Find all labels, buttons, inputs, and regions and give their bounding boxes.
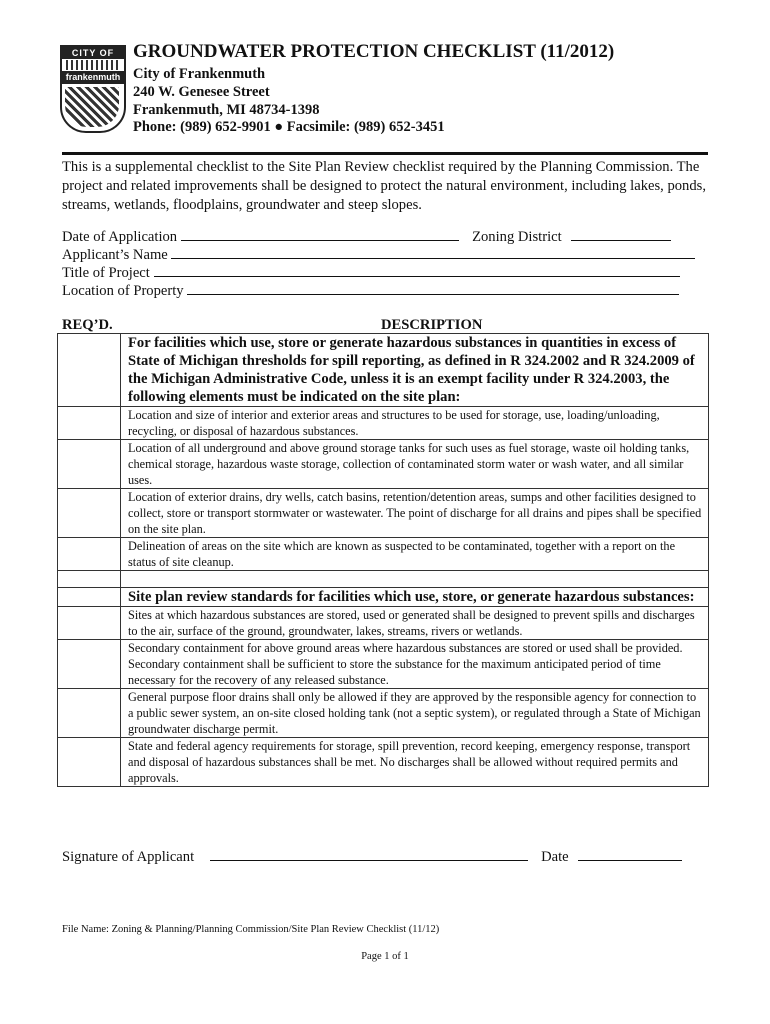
section2-heading: Site plan review standards for facilities which use, store, or generate hazardous substances: bbox=[121, 588, 709, 607]
location-of-property-field[interactable] bbox=[187, 282, 679, 295]
signature-date-field[interactable] bbox=[578, 848, 682, 861]
reqd-cell[interactable] bbox=[58, 407, 121, 440]
checklist-item: Location and size of interior and exterior areas and structures to be used for storage, use, loading/unloading, recycling, or disposal of hazardous substances. bbox=[121, 407, 709, 440]
page-number: Page 1 of 1 bbox=[361, 951, 409, 962]
table-row bbox=[58, 538, 709, 571]
signature-date-label: Date bbox=[541, 849, 569, 865]
date-of-application-field[interactable] bbox=[181, 228, 459, 241]
checklist-item: Sites at which hazardous substances are stored, used or generated shall be designed to prevent spills and discharges to the air, surface of the ground, groundwater, lakes, streams, rivers or wetlands. bbox=[121, 607, 709, 640]
zoning-district-label: Zoning District bbox=[472, 229, 562, 245]
checklist-item: Location of exterior drains, dry wells, catch basins, retention/detention areas, sumps and other facilities designed to collect, store or transport stormwater or wastewater. The point of discharge for all drains and pipes shall be specified on the site plan. bbox=[121, 489, 709, 538]
table-row bbox=[58, 440, 709, 489]
city-seal-logo bbox=[60, 45, 126, 133]
zoning-district-field[interactable] bbox=[571, 228, 671, 241]
table-row bbox=[58, 689, 709, 738]
table-row bbox=[58, 738, 709, 787]
reqd-cell[interactable] bbox=[58, 588, 121, 607]
checklist-table bbox=[57, 333, 709, 787]
checklist-item: General purpose floor drains shall only be allowed if they are approved by the responsible agency for connection to a public sewer system, an on-site closed holding tank (not a septic system), or regulated through a State of Michigan groundwater discharge permit. bbox=[121, 689, 709, 738]
table-row bbox=[58, 640, 709, 689]
org-street: 240 W. Genesee Street bbox=[133, 84, 270, 100]
description-column-header: DESCRIPTION bbox=[381, 317, 483, 333]
signature-label: Signature of Applicant bbox=[62, 849, 195, 865]
table-row bbox=[58, 407, 709, 440]
header-divider bbox=[62, 152, 708, 155]
signature-field[interactable] bbox=[210, 848, 528, 861]
reqd-cell[interactable] bbox=[58, 689, 121, 738]
applicants-name-row bbox=[62, 246, 695, 264]
table-row bbox=[58, 588, 709, 607]
title-of-project-row bbox=[62, 264, 680, 282]
table-row bbox=[58, 334, 709, 407]
title-of-project-label: Title of Project bbox=[62, 265, 150, 281]
reqd-cell[interactable] bbox=[58, 334, 121, 407]
org-phone: Phone: (989) 652-9901 ● Facsimile: (989) 652-3451 bbox=[133, 119, 445, 135]
date-of-application-row bbox=[62, 228, 671, 246]
applicants-name-label: Applicant’s Name bbox=[62, 247, 168, 263]
title-of-project-field[interactable] bbox=[154, 264, 680, 277]
logo-roof-pattern bbox=[66, 60, 118, 70]
checklist-item: State and federal agency requirements for storage, spill prevention, record keeping, emergency response, transport and disposal of hazardous substances shall be met. No discharges shall be allowed without required permits and approvals. bbox=[121, 738, 709, 787]
reqd-cell[interactable] bbox=[58, 607, 121, 640]
checklist-item: Location of all underground and above ground storage tanks for such uses as fuel storage, waste oil holding tanks, chemical storage, hazardous waste storage, collection of contaminated storm water or wash water, and all similar uses. bbox=[121, 440, 709, 489]
logo-name-text: frankenmuth bbox=[62, 71, 124, 84]
location-of-property-label: Location of Property bbox=[62, 283, 184, 299]
logo-top-text: CITY OF bbox=[62, 47, 124, 59]
reqd-cell[interactable] bbox=[58, 440, 121, 489]
blank-cell bbox=[121, 571, 709, 588]
logo-shield-pattern bbox=[65, 87, 119, 127]
reqd-cell bbox=[58, 571, 121, 588]
reqd-cell[interactable] bbox=[58, 489, 121, 538]
checklist-item: Delineation of areas on the site which are known as suspected to be contaminated, together with a report on the status of site cleanup. bbox=[121, 538, 709, 571]
reqd-cell[interactable] bbox=[58, 538, 121, 571]
reqd-column-header: REQ’D. bbox=[62, 317, 113, 333]
document-title: GROUNDWATER PROTECTION CHECKLIST (11/2012) bbox=[133, 41, 615, 62]
org-name: City of Frankenmuth bbox=[133, 66, 266, 82]
intro-paragraph: This is a supplemental checklist to the Site Plan Review checklist required by the Planning Commission. The project and related improvements shall be designed to protect the natural environment, including lakes, ponds, streams, wetlands, floodplains, groundwater and steep slopes. bbox=[62, 159, 706, 213]
reqd-cell[interactable] bbox=[58, 640, 121, 689]
date-of-application-label: Date of Application bbox=[62, 229, 178, 245]
section1-heading: For facilities which use, store or generate hazardous substances in quantities in excess of State of Michigan thresholds for spill reporting, as defined in R 324.2002 and R 324.2009 of the Michigan Administrative Code, unless it is an exempt facility under R 324.2003, the following elements must be indicated on the site plan: bbox=[121, 334, 709, 407]
checklist-item: Secondary containment for above ground areas where hazardous substances are stored or used shall be provided. Secondary containment shall be sufficient to store the substance for the maximum anticipated period of time necessary for the recovery of any released substance. bbox=[121, 640, 709, 689]
applicants-name-field[interactable] bbox=[171, 246, 695, 259]
file-name-footer: File Name: Zoning & Planning/Planning Commission/Site Plan Review Checklist (11/12) bbox=[62, 924, 440, 935]
reqd-cell[interactable] bbox=[58, 738, 121, 787]
signature-row bbox=[62, 848, 682, 866]
table-row bbox=[58, 607, 709, 640]
table-row-blank bbox=[58, 571, 709, 588]
location-of-property-row bbox=[62, 282, 679, 300]
org-city: Frankenmuth, MI 48734-1398 bbox=[133, 102, 320, 118]
table-row bbox=[58, 489, 709, 538]
